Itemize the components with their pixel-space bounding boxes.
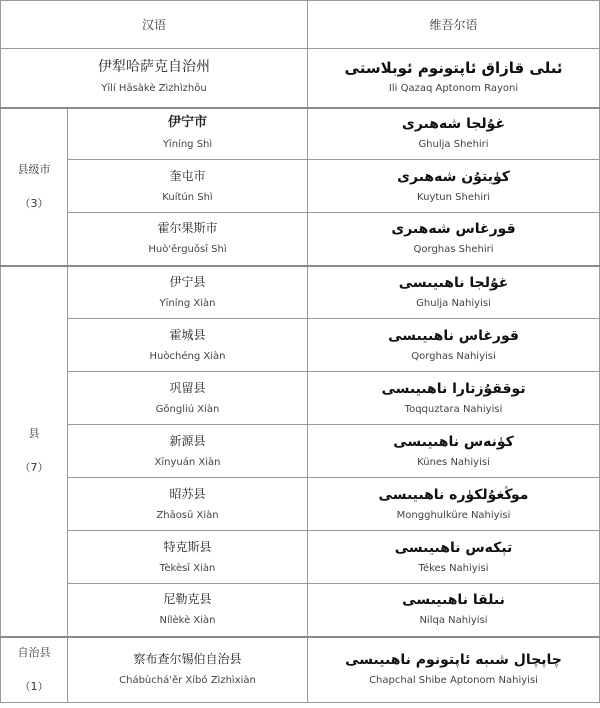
prefecture-uyghur-cell — [308, 49, 600, 108]
uyghur-cell — [308, 478, 600, 531]
chinese-cell — [68, 425, 308, 478]
pinyin: Gǒngliú Xiàn — [155, 403, 220, 415]
prefecture-pinyin: Yīlí Hāsàkè Zìzhìzhōu — [101, 83, 207, 95]
uyghur-name: نىلقا ناھىيىسى — [402, 592, 505, 609]
table-row — [1, 266, 600, 319]
chinese-name: 霍尔果斯市 — [157, 221, 218, 236]
uyghur-latin: Toqquztara Nahiyisi — [404, 403, 503, 415]
uyghur-latin: Nilqa Nahiyisi — [419, 615, 488, 627]
pinyin: Huòchéng Xiàn — [149, 350, 226, 362]
prefecture-uyghur-latin: Ili Qazaq Aptonom Rayoni — [388, 83, 519, 95]
table-row — [1, 213, 600, 266]
table-row — [1, 531, 600, 584]
uyghur-cell — [308, 372, 600, 425]
uyghur-name: موڭغۇلكۈرە ناھىيىسى — [378, 486, 529, 503]
uyghur-latin: Qorghas Nahiyisi — [411, 350, 496, 362]
uyghur-cell — [308, 213, 600, 266]
uyghur-cell — [308, 108, 600, 160]
pinyin: Huò'ěrguǒsī Shì — [148, 244, 227, 256]
table-row — [1, 319, 600, 372]
uyghur-name: قورغاس ناھىيىسى — [388, 327, 519, 344]
header-chinese: 汉语 — [1, 1, 308, 49]
uyghur-cell — [308, 425, 600, 478]
uyghur-name: تېكەس ناھىيىسى — [394, 539, 513, 556]
category-label: 县 — [28, 427, 40, 440]
chinese-name: 新源县 — [169, 433, 206, 448]
chinese-name: 伊宁县 — [169, 274, 206, 289]
category-county-level-city — [1, 108, 68, 266]
category-count: （7） — [19, 461, 49, 474]
pinyin: Zhāosū Xiàn — [156, 509, 219, 521]
pinyin: Tèkèsī Xiàn — [159, 562, 216, 574]
category-label: 县级市 — [17, 162, 51, 176]
table-row — [1, 108, 600, 160]
chinese-cell — [68, 160, 308, 213]
uyghur-latin: Kuytun Shehiri — [417, 191, 490, 203]
uyghur-name: غۇلجا شەھىرى — [401, 116, 506, 133]
uyghur-name: غۇلجا ناھىيىسى — [398, 274, 509, 291]
uyghur-latin: Ghulja Shehiri — [418, 139, 489, 151]
uyghur-cell — [308, 584, 600, 637]
chinese-cell — [68, 637, 308, 703]
chinese-cell — [68, 372, 308, 425]
chinese-cell — [68, 531, 308, 584]
chinese-cell — [68, 584, 308, 637]
pinyin: Nílèkè Xiàn — [159, 615, 216, 627]
chinese-name: 奎屯市 — [169, 168, 206, 183]
uyghur-name: كۈيتۇن شەھىرى — [397, 168, 510, 185]
uyghur-name: كۈنەس ناھىيىسى — [393, 433, 514, 450]
pinyin: Chábùchá'ěr Xíbó Zìzhìxiàn — [119, 675, 256, 687]
uyghur-cell — [308, 637, 600, 703]
prefecture-chinese-cell — [1, 49, 308, 108]
chinese-name: 特克斯县 — [163, 539, 212, 554]
uyghur-cell — [308, 531, 600, 584]
chinese-name: 尼勒克县 — [163, 592, 212, 607]
table-row — [1, 372, 600, 425]
chinese-name: 霍城县 — [169, 327, 206, 342]
category-count: （1） — [19, 679, 49, 693]
chinese-cell — [68, 319, 308, 372]
uyghur-latin: Qorghas Shehiri — [413, 244, 494, 256]
category-autonomous-county — [1, 637, 68, 703]
prefecture-row — [1, 49, 600, 108]
uyghur-name: قورغاس شەھىرى — [391, 221, 516, 238]
uyghur-cell — [308, 266, 600, 319]
uyghur-latin: Tékes Nahiyisi — [418, 562, 489, 574]
uyghur-name: توققۇزتارا ناھىيىسى — [381, 380, 526, 397]
prefecture-uyghur-name: ئىلى قازاق ئاپتونوم ئوبلاستى — [344, 59, 563, 78]
uyghur-name: چاپچال شىبە ئاپتونوم ناھىيىسى — [345, 652, 562, 669]
category-label: 自治县 — [17, 645, 51, 659]
header-uyghur: 维吾尔语 — [308, 1, 600, 49]
chinese-cell — [68, 213, 308, 266]
table-row — [1, 637, 600, 703]
uyghur-cell — [308, 160, 600, 213]
table-row — [1, 478, 600, 531]
uyghur-latin: Mongghulküre Nahiyisi — [396, 509, 511, 521]
table-row — [1, 160, 600, 213]
uyghur-latin: Chapchal Shibe Aptonom Nahiyisi — [369, 675, 538, 687]
chinese-name: 巩留县 — [169, 380, 206, 395]
chinese-cell — [68, 266, 308, 319]
header-row — [1, 1, 600, 49]
pinyin: Yīníng Shì — [162, 139, 213, 151]
pinyin: Yīníng Xiàn — [159, 297, 216, 309]
uyghur-latin: Ghulja Nahiyisi — [416, 297, 491, 309]
pinyin: Kuítún Shì — [162, 191, 213, 203]
chinese-cell — [68, 108, 308, 160]
category-county — [1, 266, 68, 637]
uyghur-cell — [308, 319, 600, 372]
pinyin: Xīnyuán Xiàn — [154, 456, 221, 468]
uyghur-latin: Künes Nahiyisi — [417, 456, 490, 468]
chinese-name: 伊宁市 — [168, 115, 208, 131]
chinese-name: 昭苏县 — [169, 486, 206, 501]
table-row — [1, 425, 600, 478]
table-row — [1, 584, 600, 637]
chinese-cell — [68, 478, 308, 531]
category-count: （3） — [19, 196, 49, 210]
chinese-name: 察布查尔锡伯自治县 — [133, 652, 242, 667]
prefecture-chinese-name: 伊犁哈萨克自治州 — [98, 59, 210, 76]
